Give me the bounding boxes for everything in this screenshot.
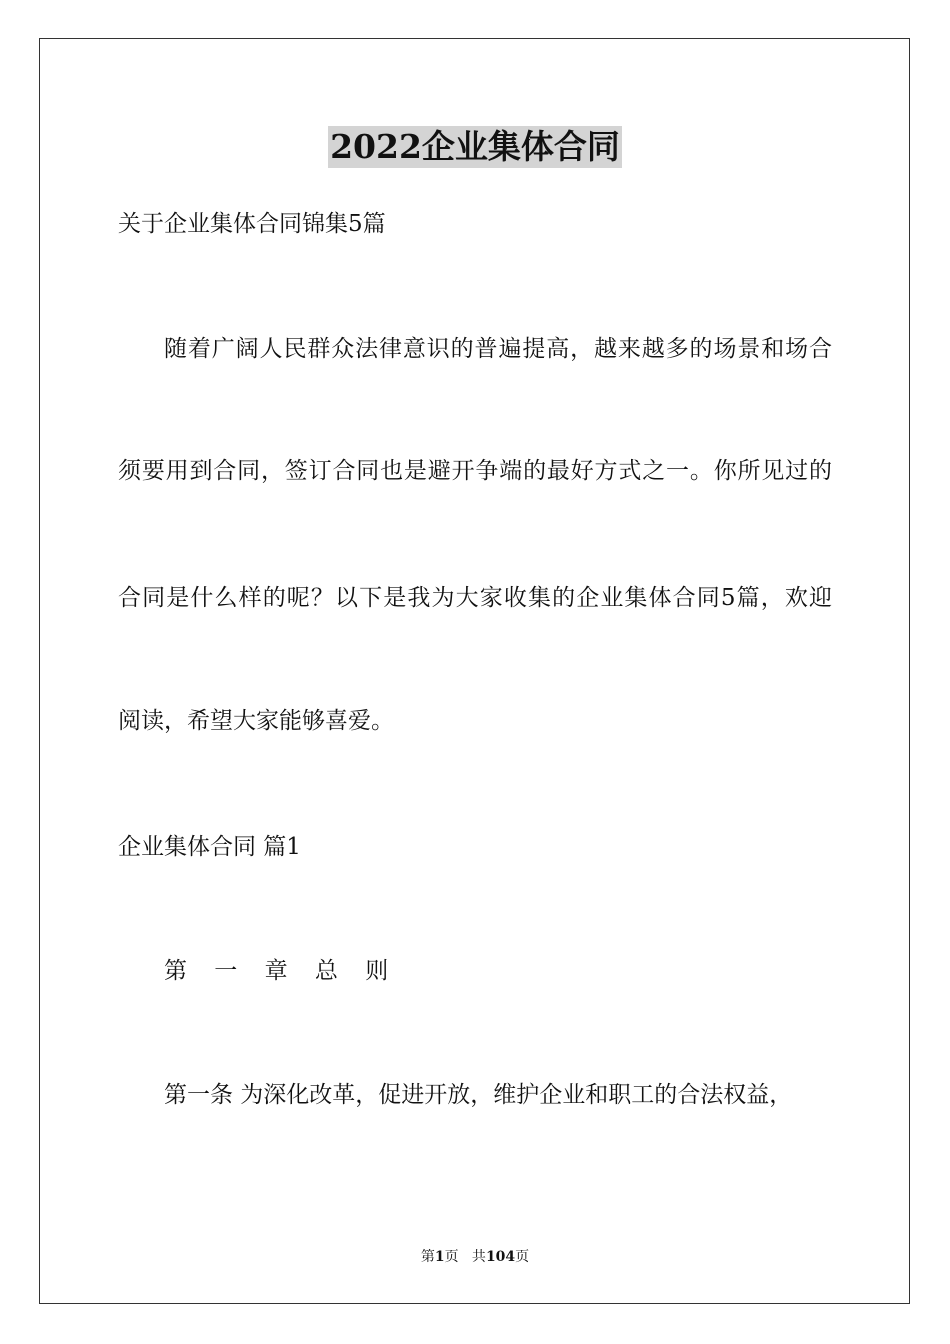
section-heading: 企业集体合同 篇1 [118, 834, 301, 860]
intro-line-1: 随着广阔人民群众法律意识的普遍提高，越来越多的场景和场合 [164, 336, 832, 362]
chapter-heading: 第 一 章 总 则 [164, 958, 399, 984]
intro-line-3: 合同是什么样的呢？以下是我为大家收集的企业集体合同5篇，欢迎 [118, 585, 832, 611]
document-title: 2022企业集体合同 [330, 127, 620, 166]
intro-line-4: 阅读，希望大家能够喜爱。 [118, 708, 394, 734]
intro-line-2: 须要用到合同，签订合同也是避开争端的最好方式之一。你所见过的 [118, 458, 832, 484]
footer-page-suffix: 页 共 [444, 1249, 486, 1265]
page-footer [0, 1247, 950, 1267]
footer-page-prefix: 第 [420, 1249, 435, 1265]
footer-page-number: 1 [434, 1249, 445, 1265]
footer-total-pages: 104 [485, 1249, 516, 1265]
article-line: 第一条 为深化改革，促进开放，维护企业和职工的合法权益， [164, 1082, 793, 1108]
title-container [0, 126, 950, 168]
footer-total-suffix: 页 [515, 1249, 530, 1265]
document-subtitle: 关于企业集体合同锦集5篇 [118, 211, 386, 237]
